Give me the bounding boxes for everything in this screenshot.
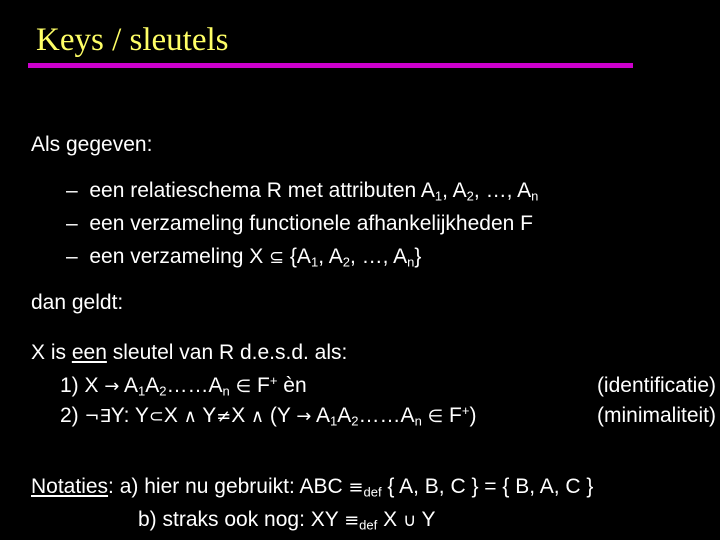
condition-text: X bbox=[231, 404, 252, 427]
condition-text: A bbox=[145, 374, 160, 397]
bullet-text: , A bbox=[318, 245, 343, 268]
element-of-symbol: ∈ bbox=[427, 406, 444, 427]
definition-underlined: een bbox=[71, 341, 107, 364]
arrow-symbol: → bbox=[296, 406, 312, 427]
note-minimaliteit: (minimaliteit) bbox=[596, 404, 716, 427]
condition-text: F bbox=[251, 374, 270, 397]
subscript: 2 bbox=[159, 383, 167, 399]
subscript: n bbox=[531, 188, 539, 204]
subscript: n bbox=[222, 383, 230, 399]
bullet-text: een verzameling functionele afhankelijkheden F bbox=[89, 212, 533, 235]
condition-text: ) bbox=[469, 404, 477, 427]
subset-symbol: ⊂ bbox=[148, 406, 164, 427]
not-exists-symbol: ¬∃ bbox=[84, 406, 111, 427]
notaties-text: b) straks ook nog: XY bbox=[138, 508, 345, 531]
title-underline bbox=[28, 63, 633, 68]
notaties-text: : a) hier nu gebruikt: ABC bbox=[108, 475, 349, 498]
slide-title: Keys / sleutels bbox=[36, 22, 229, 58]
element-of-symbol: ∈ bbox=[235, 376, 252, 397]
def-subscript: def bbox=[363, 484, 382, 500]
condition-text: Y: Y bbox=[110, 404, 149, 427]
notaties-text: { A, B, C } = { B, A, C } bbox=[381, 475, 594, 498]
bullet-2 bbox=[66, 213, 533, 234]
def-subscript: def bbox=[359, 517, 378, 533]
condition-text: X bbox=[163, 404, 184, 427]
definition-suffix: sleutel van R d.e.s.d. als: bbox=[106, 341, 348, 364]
bullet-dash: – bbox=[66, 179, 78, 202]
bullet-text: , A bbox=[442, 179, 467, 202]
intro-text: Als gegeven: bbox=[31, 133, 153, 156]
union-symbol: ∪ bbox=[402, 510, 417, 531]
bullet-text: {A bbox=[284, 245, 311, 268]
condition-text: ……A bbox=[358, 404, 415, 427]
notaties-text: Y bbox=[416, 508, 436, 531]
conclusion-text: dan geldt: bbox=[31, 291, 124, 314]
definition-text bbox=[31, 342, 347, 363]
condition-text: A bbox=[337, 404, 352, 427]
and-symbol: ∧ bbox=[251, 406, 265, 427]
condition-text: 2) bbox=[60, 404, 85, 427]
subscript: 1 bbox=[310, 254, 319, 270]
bullet-text: } bbox=[414, 245, 422, 268]
subscript: 1 bbox=[434, 188, 443, 204]
condition-text: F bbox=[443, 404, 462, 427]
bullet-dash: – bbox=[66, 245, 78, 268]
condition-text: A bbox=[119, 374, 138, 397]
condition-text: A bbox=[311, 404, 331, 427]
not-equal-symbol: ≠ bbox=[216, 406, 232, 427]
bullet-text: , …, A bbox=[349, 245, 408, 268]
condition-text: Y bbox=[196, 404, 217, 427]
bullet-3 bbox=[66, 245, 422, 270]
equiv-symbol: ≡ bbox=[348, 477, 364, 498]
notaties-line-a bbox=[31, 475, 594, 500]
subscript: 1 bbox=[330, 413, 338, 429]
superscript: + bbox=[461, 402, 470, 418]
equiv-symbol: ≡ bbox=[344, 510, 360, 531]
subscript: 2 bbox=[466, 188, 474, 204]
bullet-1 bbox=[66, 179, 539, 204]
superscript: + bbox=[269, 372, 278, 388]
notaties-label: Notaties bbox=[31, 475, 109, 498]
condition-text: 1) X bbox=[60, 374, 105, 397]
bullet-dash: – bbox=[66, 212, 78, 235]
subset-eq-symbol: ⊆ bbox=[269, 247, 285, 268]
notaties-text: X bbox=[377, 508, 403, 531]
and-symbol: ∧ bbox=[183, 406, 197, 427]
subscript: 1 bbox=[138, 383, 146, 399]
bullet-text: een relatieschema R met attributen A bbox=[89, 179, 435, 202]
condition-1 bbox=[60, 372, 718, 399]
condition-text: (Y bbox=[264, 404, 297, 427]
notaties-line-b bbox=[138, 508, 436, 533]
condition-text: ……A bbox=[166, 374, 223, 397]
arrow-symbol: → bbox=[104, 376, 120, 397]
note-identificatie: (identificatie) bbox=[596, 374, 716, 397]
definition-prefix: X is bbox=[31, 341, 72, 364]
subscript: 2 bbox=[351, 413, 359, 429]
subscript: n bbox=[414, 413, 422, 429]
bullet-text: , …, A bbox=[473, 179, 532, 202]
subscript: 2 bbox=[342, 254, 350, 270]
condition-text: èn bbox=[277, 374, 307, 397]
bullet-text: een verzameling X bbox=[89, 245, 270, 268]
condition-2 bbox=[60, 402, 718, 429]
subscript: n bbox=[407, 254, 415, 270]
